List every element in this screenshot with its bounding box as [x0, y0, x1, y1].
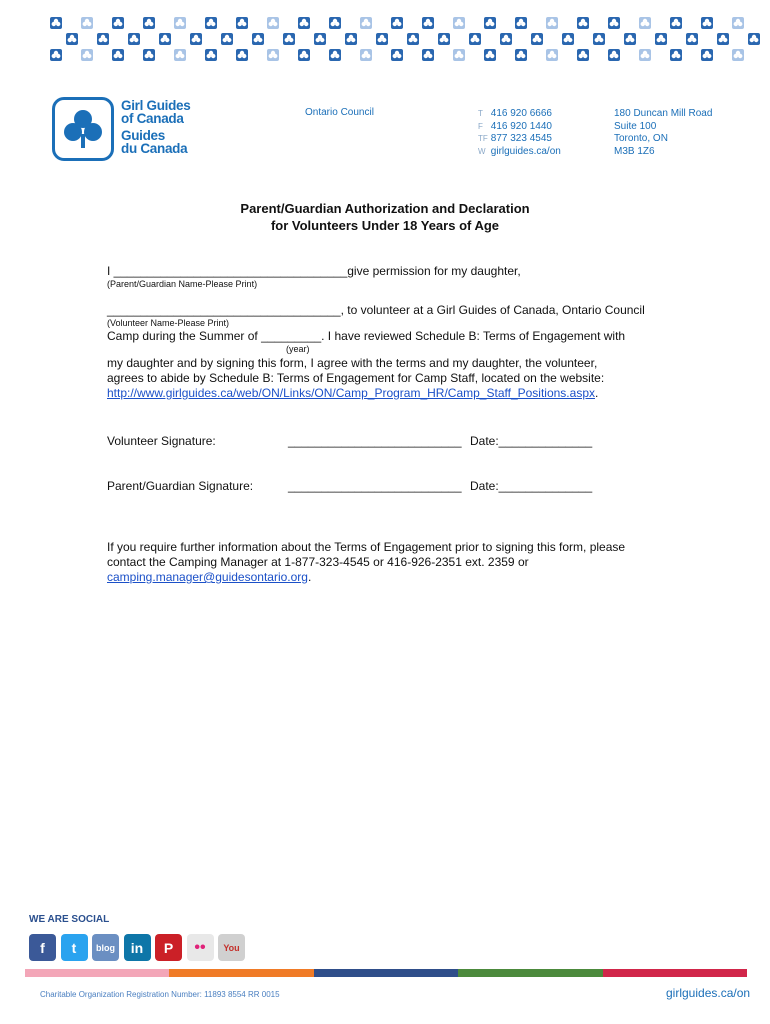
camp-staff-link[interactable]: http://www.girlguides.ca/web/ON/Links/ON/Camp_Program_HR/Camp_Staff_Positions.aspx — [107, 386, 595, 400]
trefoil-icon — [376, 33, 388, 45]
title-line1: Parent/Guardian Authorization and Declaration — [240, 201, 530, 216]
agreement-line2: agrees to abide by Schedule B: Terms of Engagement for Camp Staff, located on the website: — [107, 371, 605, 385]
trefoil-icon — [236, 17, 248, 29]
guardian-signature-label: Parent/Guardian Signature: — [107, 479, 254, 493]
phone-number: 416 920 6666 — [490, 108, 552, 119]
trefoil-icon — [717, 33, 729, 45]
trefoil-icon — [531, 33, 543, 45]
pinterest-icon[interactable]: P — [155, 934, 182, 961]
info-paragraph — [107, 540, 625, 585]
org-name-en-line2: of Canada — [121, 111, 184, 126]
stripe-segment — [169, 969, 313, 977]
trefoil-icon — [143, 49, 155, 61]
trefoil-icon — [748, 33, 760, 45]
trefoil-icon — [639, 17, 651, 29]
trefoil-icon — [624, 33, 636, 45]
document-title — [0, 200, 770, 234]
trefoil-icon — [391, 17, 403, 29]
trefoil-icon — [128, 33, 140, 45]
camp-year-line: Camp during the Summer of _________. I have reviewed Schedule B: Terms of Engagement with — [107, 329, 626, 343]
info-line1: If you require further information about the Terms of Engagement prior to signing this form, please — [107, 540, 626, 554]
guardian-name-caption: (Parent/Guardian Name-Please Print) — [107, 279, 258, 289]
trefoil-icon — [50, 49, 62, 61]
trefoil-icon — [329, 17, 341, 29]
trefoil-icon — [360, 49, 372, 61]
trefoil-icon — [112, 17, 124, 29]
fax-label: F — [478, 121, 483, 131]
volunteer-signature-label: Volunteer Signature: — [107, 434, 216, 448]
trefoil-icon — [438, 33, 450, 45]
trefoil-icon — [701, 49, 713, 61]
trefoil-icon — [221, 33, 233, 45]
trefoil-icon — [500, 33, 512, 45]
trefoil-icon — [66, 33, 78, 45]
agreement-end: . — [595, 386, 599, 400]
flickr-icon[interactable]: •• — [187, 934, 214, 961]
trefoil-icon — [562, 33, 574, 45]
org-name-fr-line1: Guides — [121, 128, 165, 143]
trefoil-icon — [283, 33, 295, 45]
address-line2: Suite 100 — [614, 120, 657, 132]
trefoil-icon — [50, 17, 62, 29]
contact-block — [478, 108, 561, 158]
trefoil-icon — [345, 33, 357, 45]
facebook-icon[interactable]: f — [29, 934, 56, 961]
trefoil-icon — [469, 33, 481, 45]
address-line1: 180 Duncan Mill Road — [614, 108, 713, 119]
fax-number: 416 920 1440 — [490, 120, 552, 132]
trefoil-icon — [267, 17, 279, 29]
trefoil-icon — [236, 49, 248, 61]
trefoil-icon — [546, 49, 558, 61]
trefoil-icon — [701, 17, 713, 29]
trefoil-icon — [360, 17, 372, 29]
trefoil-icon — [252, 33, 264, 45]
trefoil-icon — [159, 33, 171, 45]
trefoil-icon — [686, 33, 698, 45]
trefoil-icon — [143, 17, 155, 29]
tollfree-label: TF — [478, 134, 488, 143]
twitter-icon[interactable]: t — [61, 934, 88, 961]
trefoil-icon — [515, 49, 527, 61]
trefoil-icon — [81, 49, 93, 61]
social-heading: WE ARE SOCIAL — [29, 914, 110, 925]
trefoil-icon — [639, 49, 651, 61]
agreement-line1: my daughter and by signing this form, I agree with the terms and my daughter, the volunteer, — [107, 356, 598, 370]
trefoil-icon — [732, 49, 744, 61]
volunteer-name-caption: (Volunteer Name-Please Print) — [107, 318, 230, 328]
trefoil-icon — [190, 33, 202, 45]
trefoil-icon — [577, 49, 589, 61]
trefoil-icon — [422, 49, 434, 61]
permission-line: I ___________________________________give permission for my daughter, — [107, 264, 521, 278]
blog-icon[interactable]: blog — [92, 934, 119, 961]
volunteer-signature-field[interactable]: __________________________ — [288, 434, 462, 448]
trefoil-icon — [484, 49, 496, 61]
trefoil-icon — [407, 33, 419, 45]
trefoil-icon — [670, 17, 682, 29]
guardian-date-field[interactable]: Date:______________ — [470, 479, 593, 493]
trefoil-icon — [329, 49, 341, 61]
address-block — [614, 108, 712, 158]
stripe-segment — [603, 969, 747, 977]
trefoil-icon — [484, 17, 496, 29]
trefoil-icon — [577, 17, 589, 29]
info-line2: contact the Camping Manager at 1-877-323-4545 or 416-926-2351 ext. 2359 or — [107, 555, 529, 569]
registration-number: Charitable Organization Registration Number: 11893 8554 RR 0015 — [40, 990, 280, 999]
footer-website[interactable]: girlguides.ca/on — [666, 986, 751, 1000]
trefoil-icon — [267, 49, 279, 61]
council-name: Ontario Council — [305, 107, 374, 118]
web-address[interactable]: girlguides.ca/on — [490, 145, 561, 157]
org-name-en-line1: Girl Guides — [121, 98, 191, 113]
trefoil-icon — [298, 17, 310, 29]
agreement-paragraph — [107, 356, 604, 401]
title-line2: for Volunteers Under 18 Years of Age — [270, 218, 500, 233]
trefoil-icon — [655, 33, 667, 45]
youtube-icon[interactable]: You — [218, 934, 245, 961]
trefoil-icon — [608, 49, 620, 61]
trefoil-icon — [205, 17, 217, 29]
trefoil-icon — [670, 49, 682, 61]
trefoil-icon — [453, 17, 465, 29]
trefoil-icon — [298, 49, 310, 61]
trefoil-icon — [391, 49, 403, 61]
tollfree-number: 877 323 4545 — [490, 133, 552, 144]
trefoil-icon — [112, 49, 124, 61]
org-name-fr-line2: du Canada — [121, 141, 188, 156]
trefoil-icon — [174, 17, 186, 29]
guardian-signature-field[interactable]: __________________________ — [288, 479, 462, 493]
trefoil-icon — [97, 33, 109, 45]
trefoil-icon — [174, 49, 186, 61]
trefoil-icon — [515, 17, 527, 29]
trefoil-icon — [546, 17, 558, 29]
stripe-segment — [314, 969, 458, 977]
trefoil-icon — [608, 17, 620, 29]
trefoil-icon — [732, 17, 744, 29]
trefoil-icon — [81, 17, 93, 29]
info-end: . — [307, 570, 312, 584]
trefoil-icon — [453, 49, 465, 61]
web-label: W — [478, 146, 486, 156]
stripe-segment — [25, 969, 169, 977]
trefoil-icon — [593, 33, 605, 45]
trefoil-icon — [205, 49, 217, 61]
volunteer-line: ___________________________________, to volunteer at a Girl Guides of Canada, Ontario Council — [107, 303, 645, 317]
year-caption: (year) — [286, 344, 310, 354]
address-line3: Toronto, ON — [614, 133, 668, 144]
address-line4: M3B 1Z6 — [614, 145, 655, 157]
trefoil-icon — [422, 17, 434, 29]
linkedin-icon[interactable]: in — [124, 934, 151, 961]
trefoil-icon — [314, 33, 326, 45]
volunteer-date-field[interactable]: Date:______________ — [470, 434, 593, 448]
logo-trefoil-icon — [52, 97, 114, 161]
camping-manager-email-link[interactable]: camping.manager@guidesontario.org — [107, 570, 308, 584]
logo — [52, 97, 194, 163]
phone-label: T — [478, 109, 483, 118]
stripe-segment — [458, 969, 602, 977]
